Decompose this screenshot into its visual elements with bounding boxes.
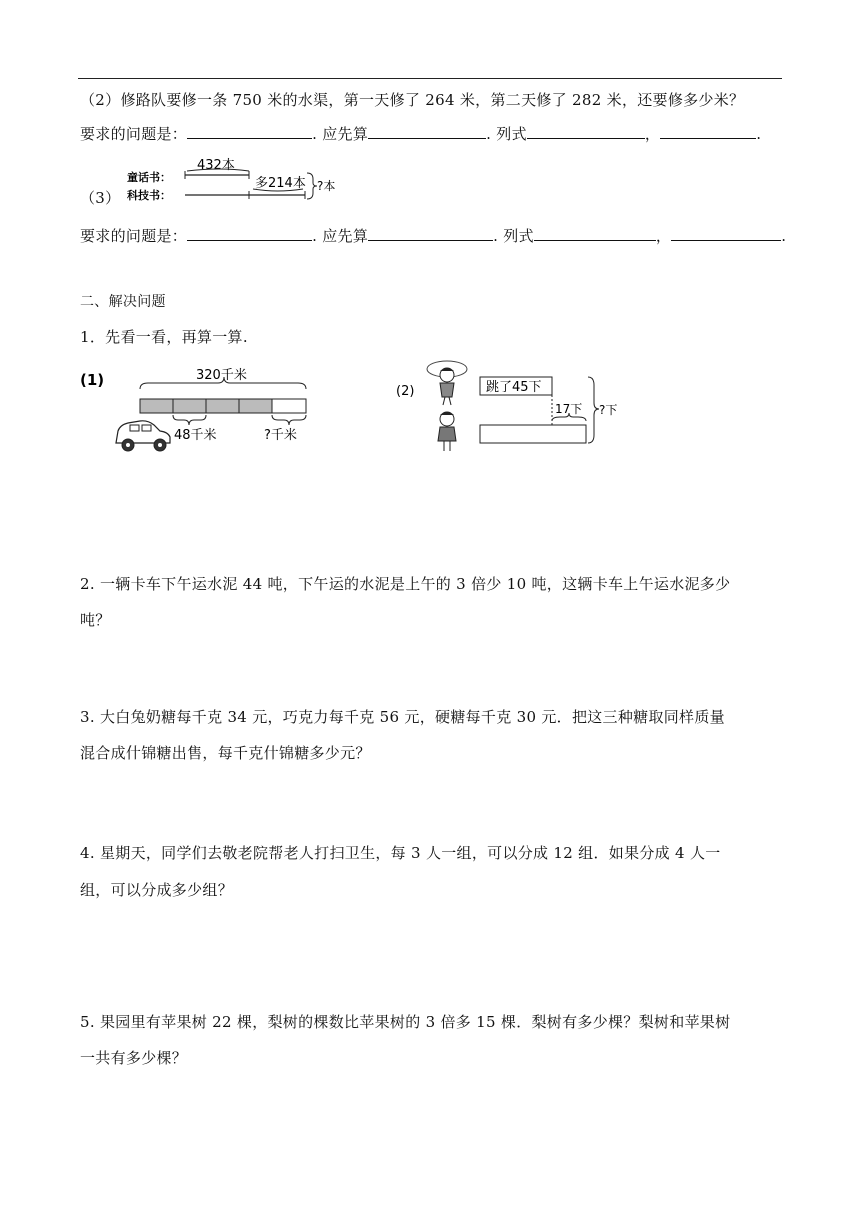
- fig2-diff-label: 17下: [555, 402, 583, 416]
- girl-jumping-icon: [427, 361, 467, 405]
- fig1-segment: [173, 399, 206, 413]
- fig1-unknown-label: ?千米: [264, 428, 297, 443]
- q2-blank-question[interactable]: [187, 124, 312, 139]
- q3-label: （3）: [80, 189, 121, 207]
- q2-text: （2）修路队要修一条 750 米的水渠，第一天修了 264 米，第二天修了 282 米，还要修多少米？: [80, 91, 745, 109]
- fig1-segment: [140, 399, 173, 413]
- fig1-label: (1): [80, 371, 105, 389]
- fig2-jump-diagram: [390, 355, 640, 465]
- q3-diff-label: 多214本: [255, 176, 306, 191]
- q2-req-label: 要求的问题是：: [80, 125, 188, 143]
- q3-blank-first[interactable]: [368, 226, 493, 241]
- fig1-part-label: 48千米: [174, 428, 217, 443]
- q2-formula-label: . 列式: [486, 125, 527, 143]
- fig1-total-label: 320千米: [196, 368, 247, 383]
- girl-standing-icon: [438, 412, 456, 451]
- q3-answer-line: [80, 226, 786, 246]
- q2-answer-line: [80, 124, 761, 144]
- q3-comma: ，: [655, 227, 672, 245]
- problem2-line2: 吨？: [80, 611, 111, 629]
- section2-title: 二、解决问题: [80, 294, 166, 310]
- q3-diagram: [125, 155, 340, 205]
- fig1-distance-diagram: [78, 365, 328, 455]
- q3-blank-question[interactable]: [187, 226, 312, 241]
- car-icon: [116, 421, 170, 451]
- fig1-part-brace: [173, 415, 206, 425]
- fig2-bar-bottom: [480, 425, 586, 443]
- problem5-line2: 一共有多少棵？: [80, 1049, 188, 1067]
- problem1-text: 1．先看一看，再算一算.: [80, 328, 248, 346]
- q3-blank-formula-1[interactable]: [534, 226, 656, 241]
- problem4-line1: 4. 星期天，同学们去敬老院帮老人打扫卫生，每 3 人一组，可以分成 12 组．如果分成 4 人一: [80, 844, 721, 862]
- q3-formula-label: . 列式: [493, 227, 534, 245]
- fig2-label: (2): [396, 384, 415, 399]
- problem2-line1: 2. 一辆卡车下午运水泥 44 吨，下午运的水泥是上午的 3 倍少 10 吨，这辆卡车上午运水泥多少: [80, 575, 731, 593]
- problem3-line2: 混合成什锦糖出售，每千克什锦糖多少元？: [80, 744, 371, 762]
- fig1-segment: [206, 399, 239, 413]
- q3-top-value: 432本: [197, 158, 235, 173]
- fig1-segment: [239, 399, 272, 413]
- q3-question-label: ?本: [317, 179, 336, 193]
- q3-req-label: 要求的问题是：: [80, 227, 188, 245]
- q3-row1-label: 童话书：: [127, 171, 171, 184]
- q2-blank-first[interactable]: [368, 124, 486, 139]
- q2-comma: ，: [644, 125, 661, 143]
- fig1-bar: [140, 399, 306, 413]
- fig1-segment-remaining: [272, 399, 306, 413]
- q2-blank-formula-1[interactable]: [527, 124, 645, 139]
- q3-period: .: [781, 227, 787, 245]
- problem5-line1: 5. 果园里有苹果树 22 棵，梨树的棵数比苹果树的 3 倍多 15 棵．梨树有多少棵？梨树和苹果树: [80, 1013, 731, 1031]
- problem4-line2: 组，可以分成多少组？: [80, 881, 234, 899]
- fig2-total-brace: [588, 377, 599, 443]
- problem3-line1: 3. 大白兔奶糖每千克 34 元，巧克力每千克 56 元，硬糖每千克 30 元．把这三种糖取同样质量: [80, 708, 725, 726]
- fig1-unknown-brace: [272, 415, 306, 425]
- fig2-jump-label: 跳了45下: [486, 380, 542, 395]
- header-rule: [78, 78, 782, 79]
- q3-first-label: . 应先算: [312, 227, 369, 245]
- fig2-unknown-label: ?下: [599, 403, 618, 417]
- q2-first-label: . 应先算: [312, 125, 369, 143]
- q2-period: .: [756, 125, 762, 143]
- q2-blank-formula-2[interactable]: [660, 124, 756, 139]
- q3-row2-label: 科技书：: [127, 189, 171, 202]
- q3-blank-formula-2[interactable]: [671, 226, 781, 241]
- q3-total-brace: [307, 173, 317, 199]
